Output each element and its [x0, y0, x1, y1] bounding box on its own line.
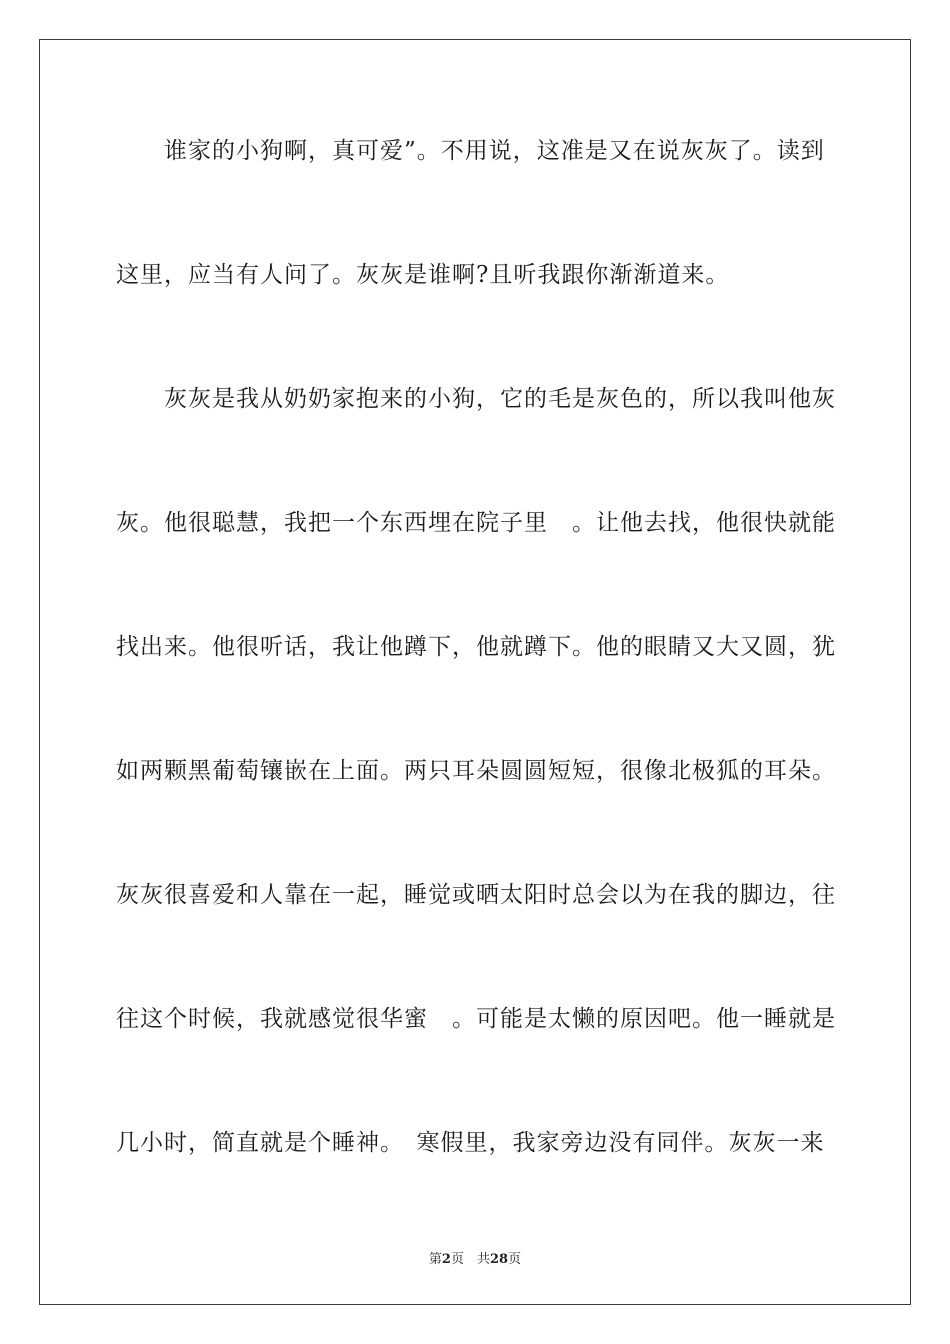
page-number-footer [0, 1248, 950, 1267]
text-line: 如两颗黑葡萄镶嵌在上面。两只耳朵圆圆短短，很像北极狐的耳朵。 [116, 758, 836, 784]
current-page-number: 2 [441, 1252, 451, 1267]
text-line: 往这个时候，我就感觉很华蜜 。可能是太懒的原因吧。他一睡就是 [116, 1006, 836, 1032]
total-pages-number: 28 [489, 1252, 509, 1267]
text-line: 灰。他很聪慧，我把一个东西埋在院子里 。让他去找，他很快就能 [116, 510, 836, 536]
text-line: 这里，应当有人问了。灰灰是谁啊?且听我跟你渐渐道来。 [116, 262, 730, 288]
page-mid: 页 共 [450, 1252, 490, 1267]
page-suffix: 页 [508, 1252, 522, 1267]
text-line: 灰灰很喜爱和人靠在一起，睡觉或晒太阳时总会以为在我的脚边，往 [116, 882, 836, 908]
text-line: 找出来。他很听话，我让他蹲下，他就蹲下。他的眼睛又大又圆，犹 [116, 634, 836, 660]
text-line: 谁家的小狗啊，真可爱”。不用说，这准是又在说灰灰了。读到 [116, 138, 825, 164]
page-prefix: 第 [428, 1252, 442, 1267]
page-border [39, 39, 911, 1305]
text-line: 几小时，简直就是个睡神。 寒假里，我家旁边没有同伴。灰灰一来 [116, 1130, 825, 1156]
text-line: 灰灰是我从奶奶家抱来的小狗，它的毛是灰色的，所以我叫他灰 [116, 386, 836, 412]
